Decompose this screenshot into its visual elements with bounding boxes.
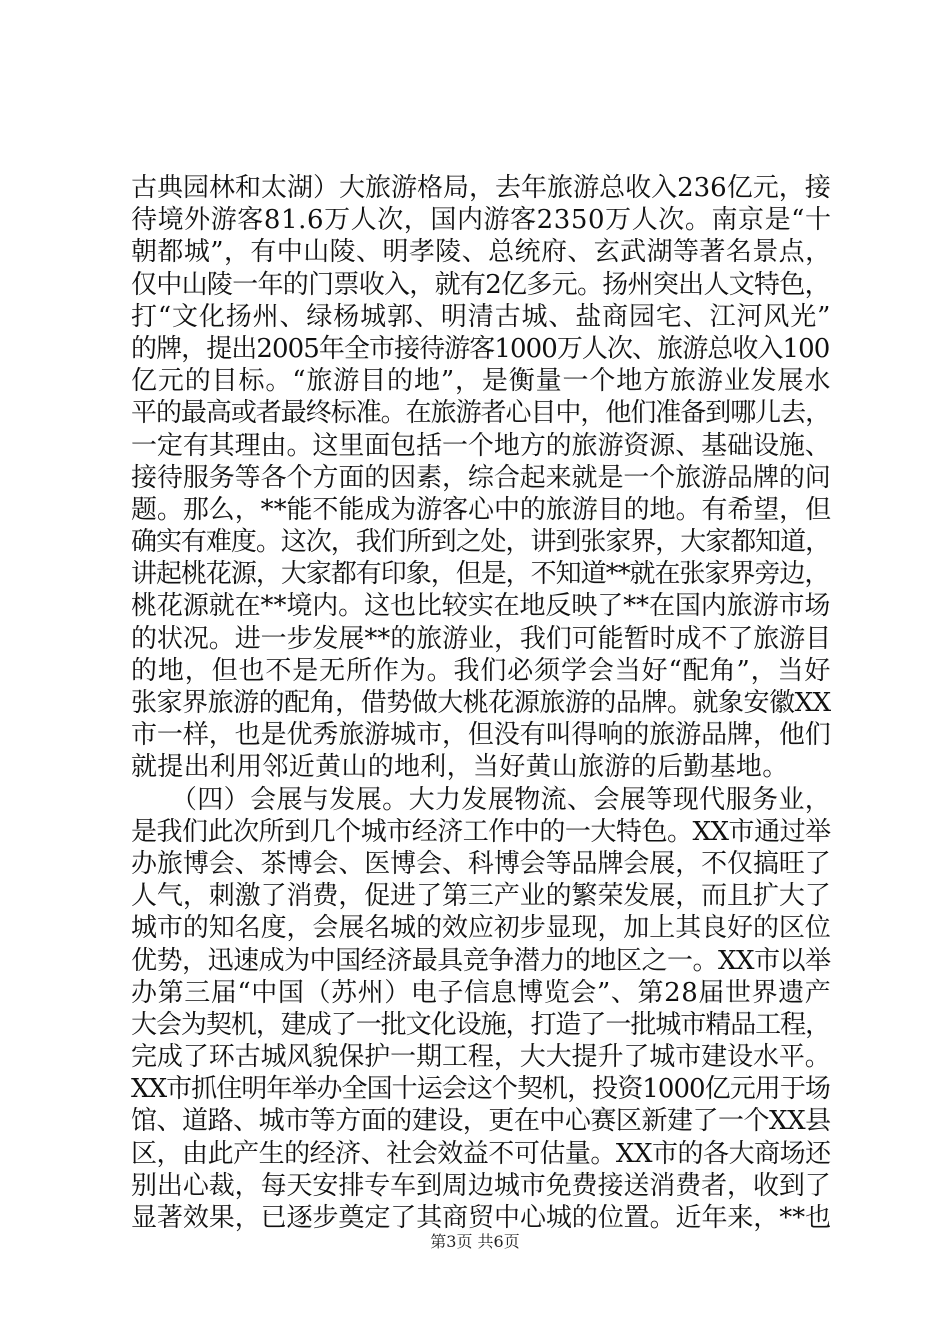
text-line: 平的最高或者最终标准。在旅游者心目中，他们准备到哪儿去， (131, 398, 831, 429)
text-line: 古典园林和太湖）大旅游格局，去年旅游总收入236亿元，接 (131, 173, 831, 203)
text-line: 完成了环古城风貌保护一期工程，大大提升了城市建设水平。 (131, 1042, 831, 1073)
text-line: 就提出利用邻近黄山的地利，当好黄山旅游的后勤基地。 (131, 752, 789, 783)
text-line: 题。那么，**能不能成为游客心中的旅游目的地。有希望，但 (131, 494, 832, 525)
text-line: XX市抓住明年举办全国十运会这个契机，投资1000亿元用于场 (131, 1074, 830, 1105)
text-line: 的状况。进一步发展**的旅游业，我们可能暂时成不了旅游目 (131, 623, 832, 654)
text-line: 大会为契机，建成了一批文化设施，打造了一批城市精品工程， (131, 1009, 831, 1040)
text-line: 区，由此产生的经济、社会效益不可估量。XX市的各大商场还 (131, 1138, 831, 1169)
text-line: 的地，但也不是无所作为。我们必须学会当好“配角”，当好 (131, 655, 832, 686)
text-line: 确实有难度。这次，我们所到之处，讲到张家界，大家都知道， (131, 527, 831, 558)
text-line: 待境外游客81.6万人次，国内游客2350万人次。南京是“十 (131, 205, 832, 236)
text-line: 显著效果，已逐步奠定了其商贸中心城的位置。近年来，**也 (131, 1203, 832, 1233)
text-line: 打“文化扬州、绿杨城郭、明清古城、盐商园宅、江河风光” (131, 301, 832, 332)
text-line: 亿元的目标。“旅游目的地”，是衡量一个地方旅游业发展水 (131, 366, 832, 397)
text-line: 城市的知名度，会展名城的效应初步显现，加上其良好的区位 (131, 913, 831, 944)
text-line: 桃花源就在**境内。这也比较实在地反映了**在国内旅游市场 (131, 591, 831, 622)
body-text (131, 172, 831, 1234)
text-line: 是我们此次所到几个城市经济工作中的一大特色。XX市通过举 (131, 816, 831, 847)
text-line: 别出心裁，每天安排专车到周边城市免费接送消费者，收到了 (131, 1170, 831, 1201)
text-line: 馆、道路、城市等方面的建设，更在中心赛区新建了一个XX县 (131, 1106, 831, 1137)
text-line: 一定有其理由。这里面包括一个地方的旅游资源、基础设施、 (131, 430, 831, 461)
section-heading-line: （四）会展与发展。大力发展物流、会展等现代服务业， (131, 784, 832, 815)
text-line: 人气，刺激了消费，促进了第三产业的繁荣发展，而且扩大了 (131, 881, 831, 912)
text-line: 朝都城”，有中山陵、明孝陵、总统府、玄武湖等著名景点， (131, 237, 832, 268)
page-number-footer: 第3页 共6页 (430, 1232, 520, 1251)
text-line: 办第三届“中国（苏州）电子信息博览会”、第28届世界遗产 (131, 977, 832, 1008)
text-line: 优势，迅速成为中国经济最具竞争潜力的地区之一。XX市以举 (131, 945, 831, 976)
text-line: 接待服务等各个方面的因素，综合起来就是一个旅游品牌的问 (131, 462, 831, 493)
text-line: 办旅博会、茶博会、医博会、科博会等品牌会展，不仅搞旺了 (131, 848, 831, 879)
text-line: 讲起桃花源，大家都有印象，但是，不知道**就在张家界旁边， (131, 559, 830, 590)
text-line: 仅中山陵一年的门票收入，就有2亿多元。扬州突出人文特色， (131, 269, 830, 300)
text-line: 市一样，也是优秀旅游城市，但没有叫得响的旅游品牌，他们 (131, 720, 831, 751)
text-line: 张家界旅游的配角，借势做大桃花源旅游的品牌。就象安徽XX (131, 688, 831, 718)
text-line: 的牌，提出2005年全市接待游客1000万人次、旅游总收入100 (131, 333, 830, 364)
